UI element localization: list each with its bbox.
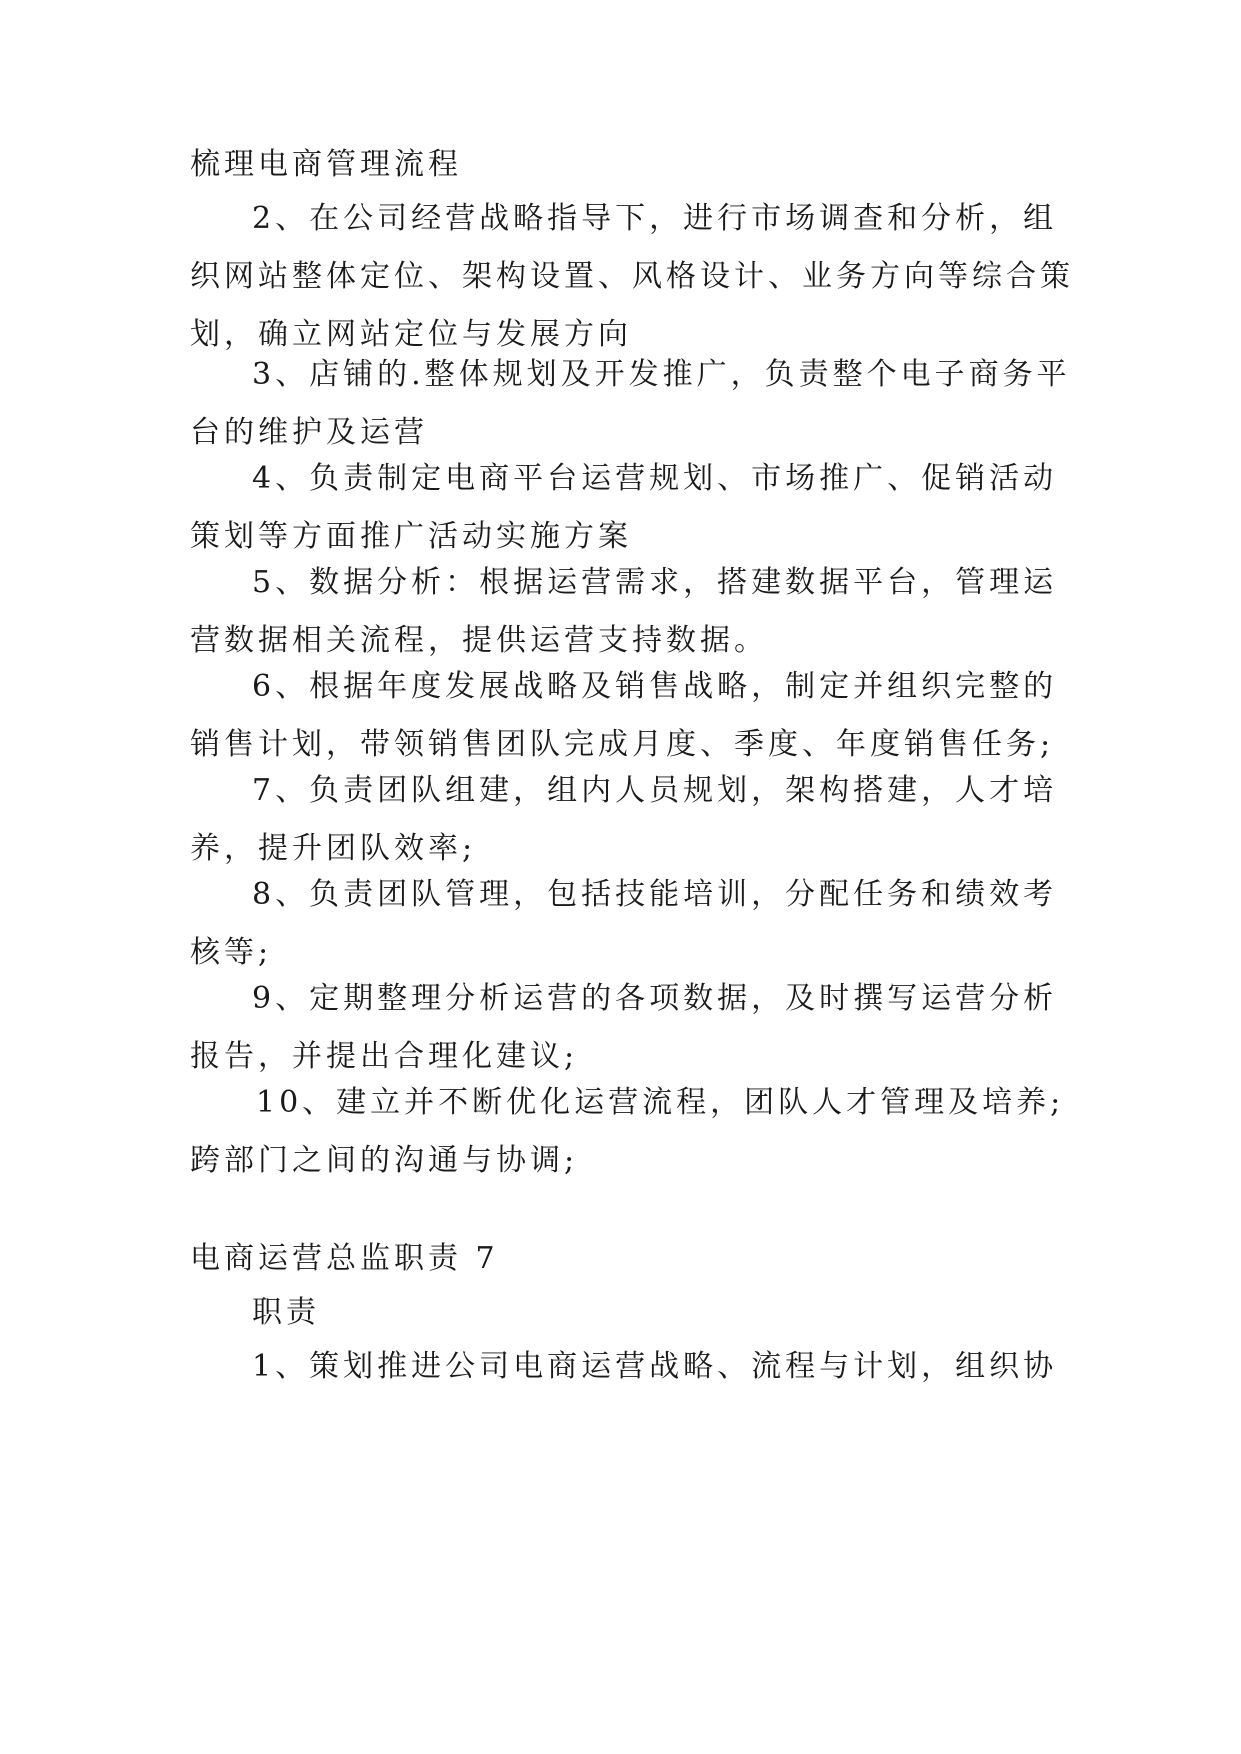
- paragraph-line: 销售计划，带领销售团队完成月度、季度、年度销售任务;: [190, 727, 1055, 762]
- list-item-10: [190, 1074, 1070, 1190]
- section-heading-process: [190, 136, 1070, 194]
- paragraph-line: 策划等方面推广活动实施方案: [190, 519, 632, 554]
- paragraph-line: 7、负责团队组建，组内人员规划，架构搭建，人才培: [252, 773, 1058, 808]
- paragraph-line: 养，提升团队效率;: [190, 831, 477, 866]
- paragraph-line: 报告，并提出合理化建议;: [190, 1039, 579, 1074]
- list-item-2: [190, 190, 1074, 364]
- paragraph-line: 核等;: [190, 935, 273, 970]
- paragraph-line: 5、数据分析：根据运营需求，搭建数据平台，管理运: [252, 565, 1058, 600]
- list-item-5: [190, 554, 1070, 670]
- list-item-4: [190, 450, 1070, 566]
- paragraph-line: 台的维护及运营: [190, 415, 428, 450]
- paragraph-line: 2、在公司经营战略指导下，进行市场调查和分析，组: [252, 201, 1058, 236]
- paragraph-line: 6、根据年度发展战略及销售战略，制定并组织完整的: [252, 669, 1058, 704]
- paragraph-line: 3、店铺的.整体规划及开发推广，负责整个电子商务平: [252, 357, 1071, 392]
- paragraph-line: 9、定期整理分析运营的各项数据，及时撰写运营分析: [252, 981, 1058, 1016]
- paragraph-line: 4、负责制定电商平台运营规划、市场推广、促销活动: [252, 461, 1058, 496]
- paragraph-line: 织网站整体定位、架构设置、风格设计、业务方向等综合策: [190, 259, 1074, 294]
- paragraph-line: 8、负责团队管理，包括技能培训，分配任务和绩效考: [252, 877, 1058, 912]
- paragraph-line: 划，确立网站定位与发展方向: [190, 317, 632, 352]
- heading-text: 梳理电商管理流程: [190, 147, 462, 182]
- heading-text: 电商运营总监职责 7: [190, 1241, 499, 1276]
- subheading-duties: [190, 1284, 1070, 1342]
- paragraph-line: 10、建立并不断优化运营流程，团队人才管理及培养;: [256, 1085, 1065, 1120]
- section-heading-director-duties: [190, 1230, 1070, 1288]
- paragraph-line: 跨部门之间的沟通与协调;: [190, 1143, 579, 1178]
- list-item-3: [190, 346, 1070, 462]
- paragraph-line: 营数据相关流程，提供运营支持数据。: [190, 623, 768, 658]
- list-item-8: [190, 866, 1070, 982]
- paragraph-line: 1、策划推进公司电商运营战略、流程与计划，组织协: [252, 1349, 1058, 1384]
- list-item-1: [190, 1338, 1070, 1396]
- list-item-7: [190, 762, 1070, 878]
- subheading-text: 职责: [252, 1295, 320, 1330]
- list-item-6: [190, 658, 1070, 774]
- list-item-9: [190, 970, 1070, 1086]
